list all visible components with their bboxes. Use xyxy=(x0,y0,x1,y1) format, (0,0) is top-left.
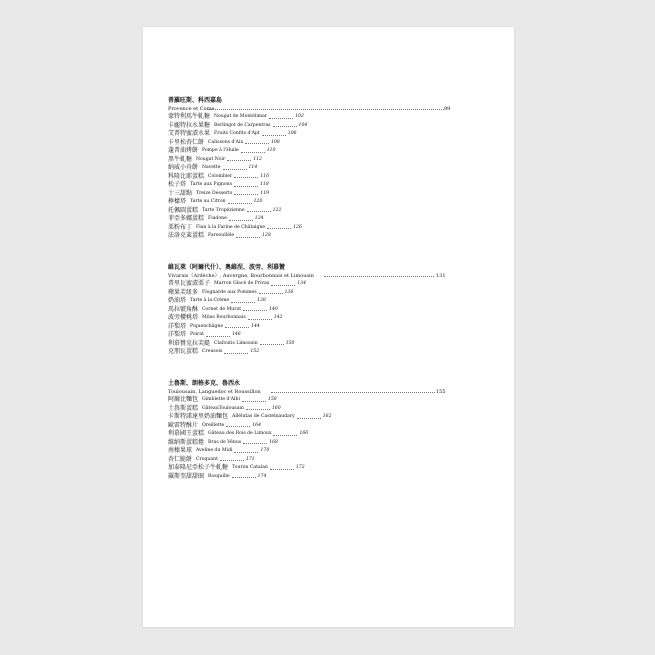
leader-dots xyxy=(243,310,267,311)
leader-dots xyxy=(223,169,247,170)
entry-title-fr: Marron Glacé de Privas xyxy=(214,281,270,286)
entry-title-fr: Clafoutis Limousin xyxy=(214,340,258,346)
toc-entry xyxy=(168,340,428,349)
leader-dots xyxy=(242,401,266,402)
toc-entry xyxy=(168,130,428,139)
leader-dots xyxy=(324,276,434,277)
leader-dots xyxy=(273,126,297,127)
toc-entry xyxy=(168,306,428,315)
toc-entry xyxy=(168,422,428,431)
entry-page-number: 138 xyxy=(257,298,266,303)
section-title-fr: Vivarais（Ardèche）, Auvergne, Bourbonnais et Limousin xyxy=(168,273,314,279)
entry-title-fr: Oreillette xyxy=(202,422,225,428)
entry-title-fr: Calissons d'Aix xyxy=(208,139,244,145)
toc-section-toulousain xyxy=(168,380,446,481)
leader-dots xyxy=(260,344,284,345)
entry-page-number: 171 xyxy=(245,456,255,462)
section-title-zh: 土魯斯、朗格多克、魯西永 xyxy=(168,380,241,387)
entry-page-number: 166 xyxy=(299,431,309,436)
toc-entry xyxy=(168,314,428,323)
entry-page-number: 146 xyxy=(231,332,241,337)
entry-title-fr: Aveline du Midi xyxy=(196,448,233,453)
section-title-fr: Toulousain, Languedoc et Roussillon xyxy=(168,389,261,395)
entry-title-fr: Fruits Confits d'Apt xyxy=(214,131,260,136)
section-title-zh: 維瓦萊（阿爾代什）、奧維涅、波旁、利慕贊 xyxy=(168,264,286,271)
entry-title-fr: GâteauToulousain xyxy=(202,405,244,411)
toc-entry xyxy=(168,323,428,332)
entry-title-fr: Croquant xyxy=(196,456,218,462)
leader-dots xyxy=(229,220,253,221)
toc-entry xyxy=(168,456,428,465)
leader-dots xyxy=(206,336,230,337)
entry-page-number: 126 xyxy=(293,224,302,230)
toc-entry xyxy=(168,198,428,207)
entry-page-number: 142 xyxy=(273,315,283,320)
toc-entry xyxy=(168,113,428,122)
entry-title-zh: 卡里松杏仁餅 xyxy=(168,138,205,146)
entry-page-number: 112 xyxy=(253,156,262,162)
section-title-fr-row xyxy=(168,388,446,396)
toc-entry xyxy=(168,289,428,298)
entry-title-zh: 維納斯蛋糕捲 xyxy=(168,438,205,446)
entry-page-number: 152 xyxy=(250,349,260,354)
leader-dots xyxy=(234,177,258,178)
toc-entry xyxy=(168,413,428,422)
leader-dots xyxy=(270,469,294,470)
leader-dots xyxy=(228,203,252,204)
toc-entry xyxy=(168,348,428,357)
entry-title-fr: Allélutas de Castelnaudary xyxy=(232,414,295,419)
entry-title-zh: 蓬普油烤餅 xyxy=(168,147,199,154)
entry-title-zh: 波旁櫻桃塔 xyxy=(168,314,199,321)
entry-list xyxy=(168,113,428,241)
entry-title-fr: Nougat Noir xyxy=(196,156,226,162)
entry-title-zh: 阿爾比麵包 xyxy=(168,396,199,403)
section-title-fr-row xyxy=(168,272,446,280)
entry-title-zh: 納威小舟餅 xyxy=(168,164,199,171)
entry-title-zh: 加泰隆尼亞松子牛軋糖 xyxy=(168,464,229,471)
toc-entry xyxy=(168,156,428,165)
entry-page-number: 104 xyxy=(298,122,308,128)
entry-page-number: 172 xyxy=(295,465,305,470)
section-title-fr: Provence et Corse xyxy=(168,106,215,112)
leader-dots xyxy=(269,118,293,119)
entry-page-number: 124 xyxy=(254,216,264,221)
entry-page-number: 110 xyxy=(266,148,276,153)
section-title-fr-row xyxy=(168,105,451,113)
leader-dots xyxy=(231,302,255,303)
entry-title-fr: Flan à la Farine de Châtaigne xyxy=(196,224,266,230)
entry-title-fr: Gimblette d'Albi xyxy=(202,397,240,402)
entry-title-zh: 杏仁脆餅 xyxy=(168,455,193,463)
toc-entry xyxy=(168,190,428,199)
entry-page-number: 118 xyxy=(259,182,269,187)
entry-title-zh: 土魯斯蛋糕 xyxy=(168,404,199,412)
entry-title-fr: Tarte au Citron xyxy=(190,199,226,204)
entry-title-zh: 黑牛軋糖 xyxy=(168,155,193,163)
leader-dots xyxy=(273,435,297,436)
toc-entry xyxy=(168,405,428,414)
entry-page-number: 119 xyxy=(260,190,270,196)
entry-title-zh: 栗粉布丁 xyxy=(168,223,193,231)
entry-title-fr: Poirat xyxy=(190,332,204,337)
toc-section-vivarais xyxy=(168,264,446,357)
leader-dots xyxy=(271,285,295,286)
entry-page-number: 144 xyxy=(251,323,260,329)
entry-title-fr: Fareoullèle xyxy=(208,233,235,238)
entry-title-zh: 歐雷特酥片 xyxy=(168,421,199,429)
toc-entry xyxy=(168,439,428,448)
entry-title-fr: Treize Desserts xyxy=(196,190,233,196)
leader-dots xyxy=(267,228,291,229)
entry-page-number: 164 xyxy=(252,422,262,428)
entry-title-zh: 卡斯特諾達里奶油麵包 xyxy=(168,413,229,420)
entry-title-zh: 利慕贊克拉芙緹 xyxy=(168,339,211,347)
entry-page-number: 120 xyxy=(253,199,263,204)
entry-title-zh: 檸檬塔 xyxy=(168,198,187,205)
toc-entry xyxy=(168,331,428,340)
entry-title-zh: 蒙特利馬牛軋糖 xyxy=(168,113,211,120)
toc-entry xyxy=(168,207,428,216)
entry-title-zh: 十三甜點 xyxy=(168,189,193,197)
leader-dots xyxy=(245,143,269,144)
leader-dots xyxy=(234,186,258,187)
leader-dots xyxy=(259,293,283,294)
entry-page-number: 174 xyxy=(257,473,267,479)
entry-title-fr: Nougat de Montélimar xyxy=(214,114,268,119)
entry-title-zh: 羅斯奎甜甜圈 xyxy=(168,472,205,480)
entry-title-fr: Cornet de Murat xyxy=(202,306,242,312)
section-page-number: 131 xyxy=(436,273,446,279)
entry-title-fr: Pompe à l'Huile xyxy=(202,148,239,153)
toc-entry xyxy=(168,164,428,173)
book-page xyxy=(143,27,514,627)
entry-title-fr: Flognarde aux Pommes xyxy=(202,289,257,295)
entry-page-number: 114 xyxy=(248,165,258,170)
leader-dots xyxy=(262,135,286,136)
entry-page-number: 162 xyxy=(322,414,332,419)
entry-page-number: 168 xyxy=(269,439,278,445)
entry-title-fr: Creusois xyxy=(202,349,223,354)
toc-entry xyxy=(168,173,428,182)
entry-title-fr: Fiadone xyxy=(208,216,227,221)
leader-dots xyxy=(243,443,267,444)
toc-entry xyxy=(168,181,428,190)
toc-entry xyxy=(168,473,428,482)
entry-title-zh: 蘋果芙紐多 xyxy=(168,288,199,296)
entry-page-number: 150 xyxy=(285,340,295,346)
toc-entry xyxy=(168,430,428,439)
entry-title-fr: Tarte aux Pignons xyxy=(190,182,232,187)
toc-entry xyxy=(168,122,428,131)
entry-title-zh: 卡龐特拉水果糖 xyxy=(168,121,211,129)
entry-title-fr: Navette xyxy=(202,165,221,170)
entry-page-number: 106 xyxy=(287,131,297,136)
entry-title-zh: 艾普特蜜漬水果 xyxy=(168,130,211,137)
entry-page-number: 128 xyxy=(262,233,271,238)
section-page-number: 99 xyxy=(444,106,451,112)
leader-dots xyxy=(224,353,248,354)
leader-dots xyxy=(234,452,258,453)
entry-title-zh: 法洛克萊蛋糕 xyxy=(168,232,205,239)
entry-title-zh: 克朋瓦蛋糕 xyxy=(168,348,199,355)
entry-title-fr: Tarte Tropézienne xyxy=(202,207,245,213)
entry-title-zh: 奶油塔 xyxy=(168,297,187,304)
entry-title-fr: Bras de Vénus xyxy=(208,439,242,445)
leader-dots xyxy=(208,109,444,110)
entry-page-number: 108 xyxy=(271,139,280,145)
entry-title-zh: 菲亞多娜蛋糕 xyxy=(168,215,205,222)
entry-title-zh: 普里瓦蜜漬栗子 xyxy=(168,280,211,287)
toc-entry xyxy=(168,232,428,241)
toc-entry xyxy=(168,297,428,306)
entry-title-zh: 科隆比耶蛋糕 xyxy=(168,172,205,180)
entry-title-fr: Tarte à la Crème xyxy=(190,298,230,303)
entry-title-zh: 洋梨塔 xyxy=(168,331,187,338)
leader-dots xyxy=(234,194,258,195)
entry-title-fr: Colombier xyxy=(208,173,233,179)
entry-page-number: 116 xyxy=(260,173,269,179)
entry-title-fr: Milas Bourbonnais xyxy=(202,315,246,320)
section-title-zh: 普羅旺斯、科西嘉島 xyxy=(168,97,223,104)
entry-page-number: 160 xyxy=(271,405,281,411)
toc-entry xyxy=(168,464,428,473)
entry-list xyxy=(168,280,428,357)
leader-dots xyxy=(225,327,249,328)
leader-dots xyxy=(297,418,321,419)
entry-page-number: 122 xyxy=(272,207,282,213)
leader-dots xyxy=(246,409,270,410)
entry-page-number: 158 xyxy=(267,397,277,402)
entry-title-fr: Touron Catalan xyxy=(232,465,268,470)
section-page-number: 155 xyxy=(436,389,446,395)
leader-dots xyxy=(232,477,256,478)
entry-page-number: 136 xyxy=(284,289,294,295)
toc-entry xyxy=(168,139,428,148)
leader-dots xyxy=(220,460,244,461)
toc-entry xyxy=(168,224,428,233)
entry-page-number: 134 xyxy=(297,281,307,286)
entry-title-zh: 馬拉號角酥 xyxy=(168,305,199,313)
leader-dots xyxy=(247,211,271,212)
entry-title-zh: 洋梨塔 xyxy=(168,322,187,330)
entry-title-zh: 南榛果球 xyxy=(168,447,193,454)
entry-title-zh: 松子塔 xyxy=(168,181,187,188)
toc-entry xyxy=(168,447,428,456)
toc-section-provence xyxy=(168,97,451,241)
leader-dots xyxy=(271,392,435,393)
toc-entry xyxy=(168,147,428,156)
entry-title-zh: 托佩圓蛋糕 xyxy=(168,206,199,214)
entry-title-fr: Gâteau des Rois de Limoux xyxy=(208,431,272,436)
toc-entry xyxy=(168,215,428,224)
leader-dots xyxy=(241,152,265,153)
toc-entry xyxy=(168,396,428,405)
entry-title-zh: 利慕國王蛋糕 xyxy=(168,430,205,437)
leader-dots xyxy=(236,237,260,238)
entry-title-fr: Rosquille xyxy=(208,473,230,479)
leader-dots xyxy=(226,426,250,427)
entry-list xyxy=(168,396,428,481)
entry-title-fr: Piquenchâgne xyxy=(190,323,224,329)
entry-page-number: 140 xyxy=(269,306,278,312)
leader-dots xyxy=(248,319,272,320)
leader-dots xyxy=(227,160,251,161)
entry-page-number: 102 xyxy=(295,114,304,119)
toc-entry xyxy=(168,280,428,289)
entry-title-fr: Berlingot de Carpentras xyxy=(214,122,271,128)
entry-page-number: 170 xyxy=(260,448,270,453)
